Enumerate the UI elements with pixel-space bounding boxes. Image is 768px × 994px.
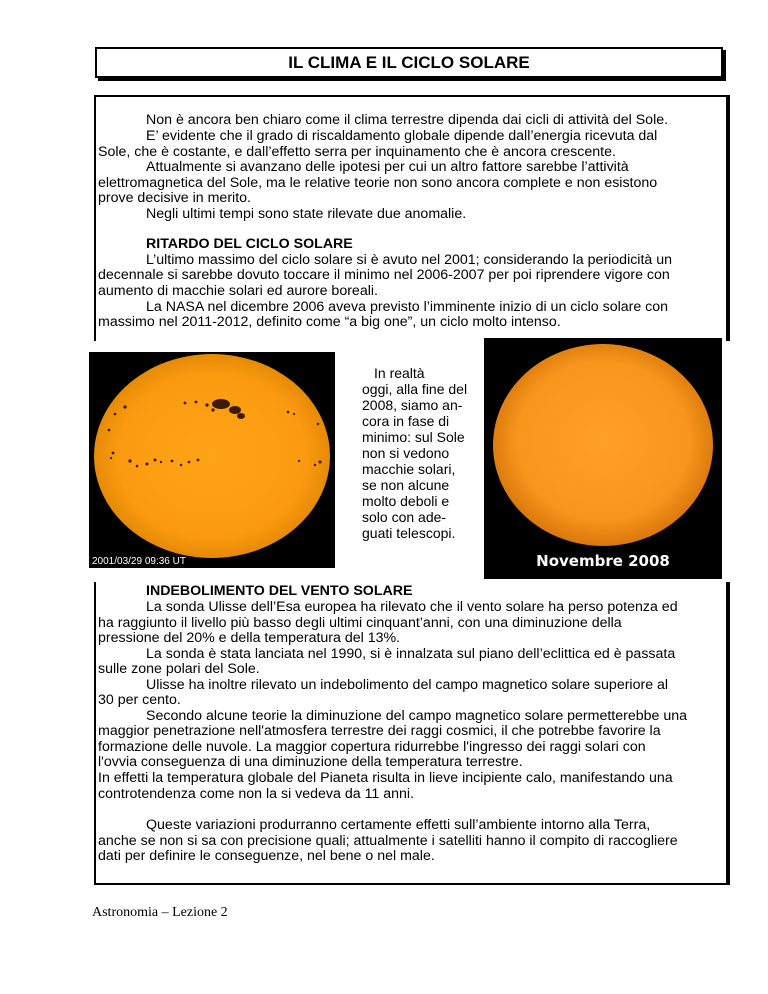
section2-line: l'ovvia conseguenza di una diminuzione della temperatura terrestre. [98, 754, 523, 770]
sun-2008-image [484, 338, 722, 579]
section1-line: La NASA nel dicembre 2006 aveva previsto l’imminente inizio di un ciclo solare con [146, 299, 669, 315]
section2-line: La sonda Ulisse dell’Esa europea ha rilevato che il vento solare ha perso potenza ed [146, 599, 678, 615]
section2-line: La sonda è stata lanciata nel 1990, si è innalzata sul piano dell’eclittica ed è passata [146, 646, 676, 662]
section1-line: decennale si sarebbe dovuto toccare il minimo nel 2006-2007 per poi riprendere vigore con [98, 267, 670, 283]
intro-p2b: Sole, che è costante, e dall’effetto serra per inquinamento che è ancora crescente. [98, 144, 616, 160]
section1-line: L’ultimo massimo del ciclo solare si è avuto nel 2001; considerando la periodicità un [146, 252, 673, 268]
section2-line: Secondo alcune teorie la diminuzione del campo magnetico solare permetterebbe una [146, 708, 688, 724]
caption-line: cora in fase di [362, 413, 450, 429]
page-title: IL CLIMA E IL CICLO SOLARE [95, 47, 723, 78]
section2-line: controtendenza come non la si vedeva da 11 anni. [98, 786, 415, 802]
caption-line: In realtà [374, 365, 425, 381]
sun-2008-label: Novembre 2008 [536, 552, 670, 570]
section2-line: anche se non si sa con precisione quali; attualmente i satelliti hanno il compito di raccogliere [98, 833, 678, 849]
sun-2001-image [89, 352, 335, 568]
section2-line: Ulisse ha inoltre rilevato un indebolimento del campo magnetico solare superiore al [146, 677, 669, 693]
caption-line: 2008, siamo an- [362, 397, 463, 413]
caption-line: solo con ade- [362, 509, 447, 525]
caption-line: se non alcune [362, 477, 450, 493]
section1-line: massimo nel 2011-2012, definito come “a big one”, un ciclo molto intenso. [98, 314, 561, 330]
section2-line: ha raggiunto il livello più basso degli ultimi cinquant’anni, con una diminuzione della [98, 615, 622, 631]
intro-p3a: Attualmente si avanzano delle ipotesi per cui un altro fattore sarebbe l’attività [146, 159, 629, 175]
footer-label: Astronomia – Lezione 2 [92, 905, 228, 920]
sun-2001-timestamp: 2001/03/29 09:36 UT [92, 556, 186, 567]
intro-p2a: E’ evidente che il grado di riscaldamento globale dipende dall’energia ricevuta dal [146, 128, 658, 144]
intro-p3c: prove decisive in merito. [98, 190, 251, 206]
section1-heading: RITARDO DEL CICLO SOLARE [146, 236, 353, 252]
section2-line: dati per definire le conseguenze, nel bene o nel male. [98, 848, 435, 864]
section2-heading: INDEBOLIMENTO DEL VENTO SOLARE [146, 583, 413, 599]
image-caption [362, 365, 472, 541]
intro-p4: Negli ultimi tempi sono state rilevate due anomalie. [146, 206, 467, 222]
section2-line: In effetti la temperatura globale del Pianeta risulta in lieve incipiente calo, manifestando una [98, 770, 673, 786]
section2-line: Queste variazioni produrranno certamente effetti sull’ambiente intorno alla Terra, [146, 817, 651, 833]
section2-line: maggior penetrazione nell'atmosfera terrestre dei raggi cosmici, il che potrebbe favorire la [98, 723, 661, 739]
section2-line: sulle zone polari del Sole. [98, 661, 260, 677]
caption-line: oggi, alla fine del [362, 381, 468, 397]
caption-line: guati telescopi. [362, 525, 456, 541]
caption-line: minimo: sul Sole [362, 429, 465, 445]
caption-line: macchie solari, [362, 461, 456, 477]
intro-p3b: elettromagnetica del Sole, ma le relative teorie non sono ancora complete e non esistono [98, 175, 658, 191]
section2-line: 30 per cento. [98, 692, 181, 708]
section2-line: formazione delle nuvole. La maggior copertura ridurrebbe l'ingresso dei raggi solari con [98, 739, 646, 755]
caption-line: molto deboli e [362, 493, 450, 509]
caption-line: non si vedono [362, 445, 450, 461]
section2-line: pressione del 20% e della temperatura del 13%. [98, 630, 401, 646]
intro-p1: Non è ancora ben chiaro come il clima terrestre dipenda dai cicli di attività del Sole. [146, 112, 669, 128]
section1-line: aumento di macchie solari ed aurore boreali. [98, 283, 378, 299]
